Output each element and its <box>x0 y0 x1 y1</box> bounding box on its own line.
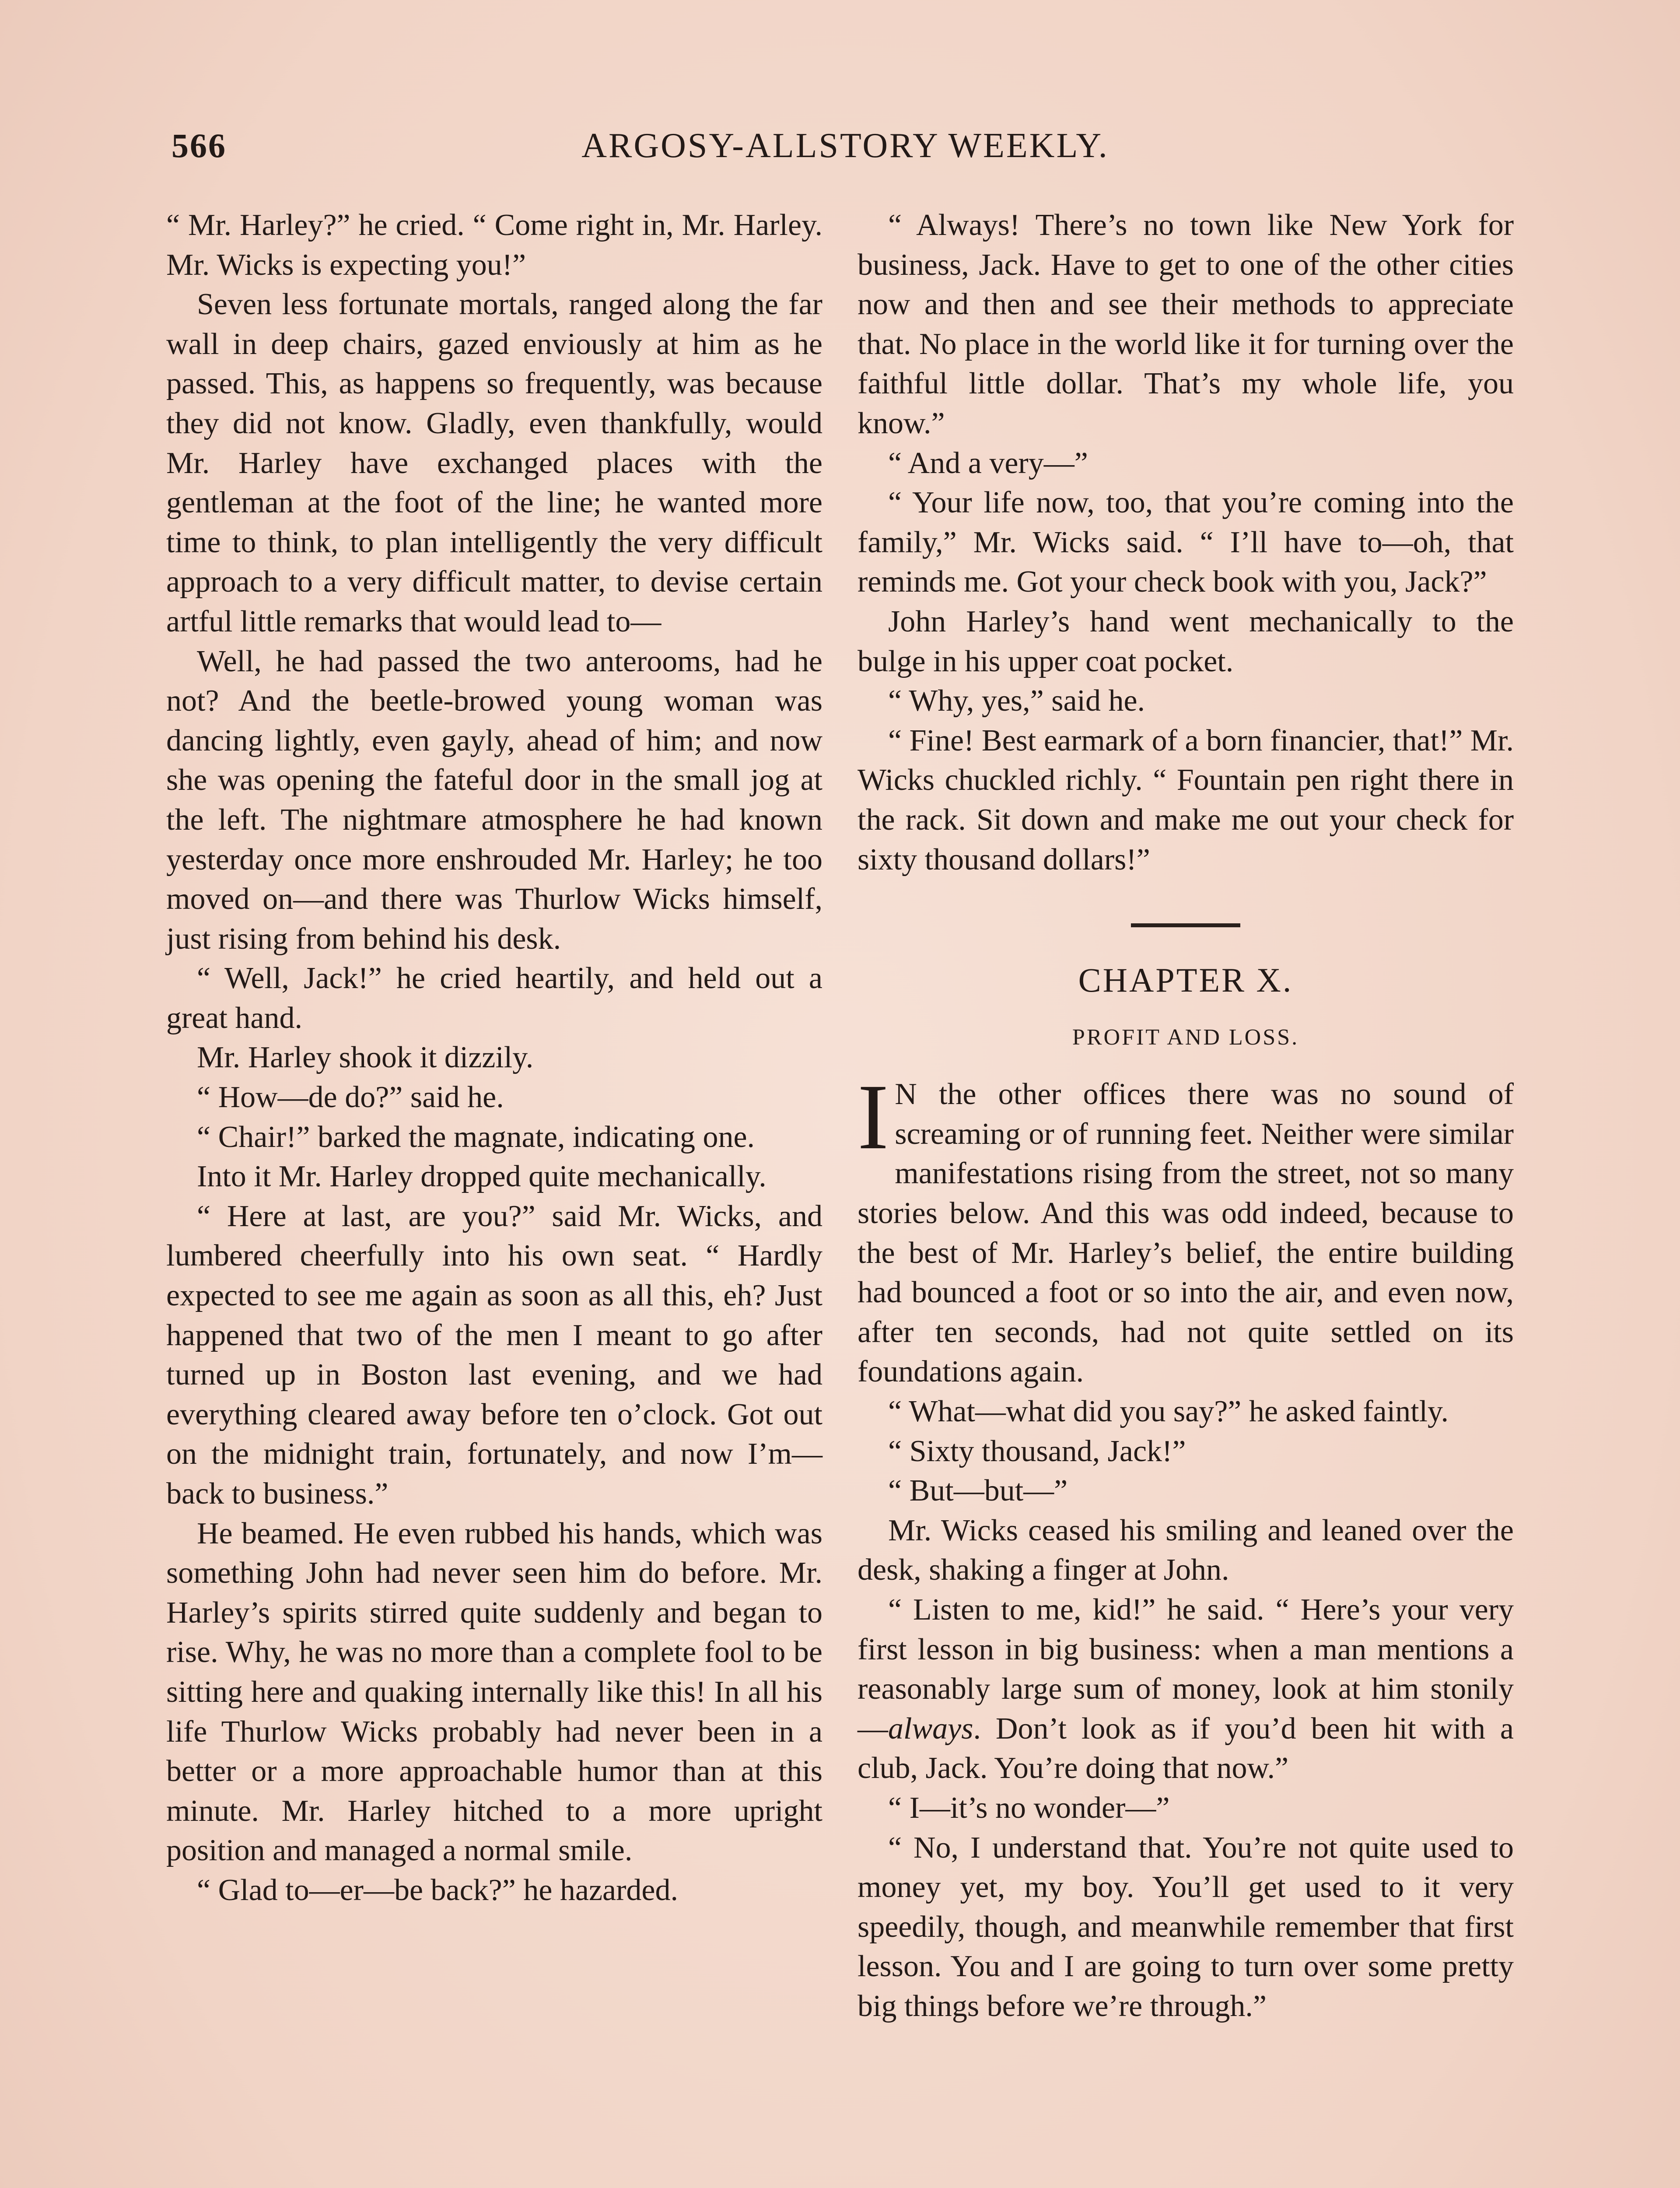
paragraph: “ Mr. Harley?” he cried. “ Come right in, Mr. Harley. Mr. Wicks is expecting you!” <box>166 208 822 282</box>
section-divider <box>1131 923 1240 927</box>
paragraph: “ Always! There’s no town like New York for business, Jack. Have to get to one of the other cities now and then and see their methods to appreciate that. No place in the world like it for turning over the faithful little dollar. That’s my whole life, you know.” <box>858 208 1514 440</box>
paragraph: “ Here at last, are you?” said Mr. Wicks, and lumbered cheerfully into his own seat. “ Hardly expected to see me again as soon as all this, eh? Just happened that two of the men I meant to go after turned up in Boston last evening, and we had everything cleared away before ten o’clock. Got out on the midnight train, fortunately, and now I’m—back to business.” <box>166 1199 822 1511</box>
paragraph: “ Why, yes,” said he. <box>888 684 1145 718</box>
lesson-emphasis: always <box>888 1711 973 1746</box>
paragraph: “ And a very—” <box>888 446 1088 480</box>
paragraph: “ But—but—” <box>888 1474 1068 1508</box>
right-column <box>858 206 1514 2027</box>
paragraph: Into it Mr. Harley dropped quite mechanically. <box>197 1160 766 1194</box>
paragraph: “ No, I understand that. You’re not quite used to money yet, my boy. You’ll get used to it very speedily, though, and meanwhile remember that first lesson. You and I are going to turn over some pretty big things before we’re through.” <box>858 1830 1514 2023</box>
paragraph: “ I—it’s no wonder—” <box>888 1791 1170 1825</box>
lesson-text-after: . Don’t look as if you’d been hit with a club, Jack. You’re doing that now.” <box>858 1711 1514 1785</box>
chapter-subtitle: PROFIT AND LOSS. <box>1072 1024 1299 1050</box>
drop-cap: I <box>858 1065 889 1169</box>
paragraph: “ What—what did you say?” he asked faintly. <box>888 1395 1449 1429</box>
paragraph: Well, he had passed the two anterooms, had he not? And the beetle-browed young woman was dancing lightly, even gayly, ahead of him; and now she was opening the fateful door in the small jog at the left. The nightmare atmosphere he had known yesterday once more enshrouded Mr. Harley; he too moved on—and there was Thurlow Wicks himself, just rising from behind his desk. <box>166 644 822 956</box>
paragraph: “ Fine! Best earmark of a born financier, that!” Mr. Wicks chuckled richly. “ Fountain pen right there in the rack. Sit down and make me out your check for sixty thousand dollars!” <box>858 723 1514 877</box>
page-number: 566 <box>172 126 227 165</box>
paragraph: Mr. Harley shook it dizzily. <box>197 1041 534 1075</box>
paragraph: “ Sixty thousand, Jack!” <box>888 1434 1186 1468</box>
paragraph: “ Chair!” barked the magnate, indicating one. <box>197 1120 755 1154</box>
paragraph: “ Glad to—er—be back?” he hazarded. <box>197 1873 678 1907</box>
paragraph: John Harley’s hand went mechanically to the bulge in his upper coat pocket. <box>858 604 1514 678</box>
chapter-opening-text: N the other offices there was no sound of screaming or of running feet. Neither were similar manifestations rising from the street, not so many stories below. And this was odd indeed, because to the best of Mr. Harley’s belief, the entire building had bounced a foot or so into the air, and even now, after ten seconds, had not quite settled on its foundations again. <box>858 1077 1514 1389</box>
page-header <box>172 126 1519 174</box>
paragraph: Mr. Wicks ceased his smiling and leaned over the desk, shaking a finger at John. <box>858 1513 1514 1587</box>
paragraph: Seven less fortunate mortals, ranged along the far wall in deep chairs, gazed enviously at him as he passed. This, as happens so frequently, was because they did not know. Gladly, even thankfully, would Mr. Harley have exchanged places with the gentleman at the foot of the line; he wanted more time to think, to plan intelligently the very difficult approach to a very difficult matter, to devise certain artful little remarks that would lead to— <box>166 288 822 638</box>
chapter-title: CHAPTER X. <box>1078 961 1293 999</box>
lesson-text-before: “ Listen to me, kid!” he said. “ Here’s your very first lesson in big business: when a man mentions a reasonably large sum of money, look at him stonily— <box>858 1593 1514 1746</box>
running-head: ARGOSY-ALLSTORY WEEKLY. <box>581 126 1109 165</box>
paragraph: “ How—de do?” said he. <box>197 1080 504 1115</box>
chapter-opening-paragraph <box>858 1065 1514 1392</box>
paragraph: He beamed. He even rubbed his hands, which was something John had never seen him do before. Mr. Harley’s spirits stirred quite suddenly and began to rise. Why, he was no more than a complete fool to be sitting here and quaking internally like this! In all his life Thurlow Wicks probably had never been in a better or a more approachable humor than at this minute. Mr. Harley hitched to a more upright position and managed a normal smile. <box>166 1516 822 1868</box>
paragraph: “ Well, Jack!” he cried heartily, and held out a great hand. <box>166 961 822 1035</box>
paragraph: “ Your life now, too, that you’re coming into the family,” Mr. Wicks said. “ I’ll have to—oh, that reminds me. Got your check book with you, Jack?” <box>858 486 1514 599</box>
left-column <box>166 206 822 1911</box>
paragraph <box>858 1590 1514 1788</box>
